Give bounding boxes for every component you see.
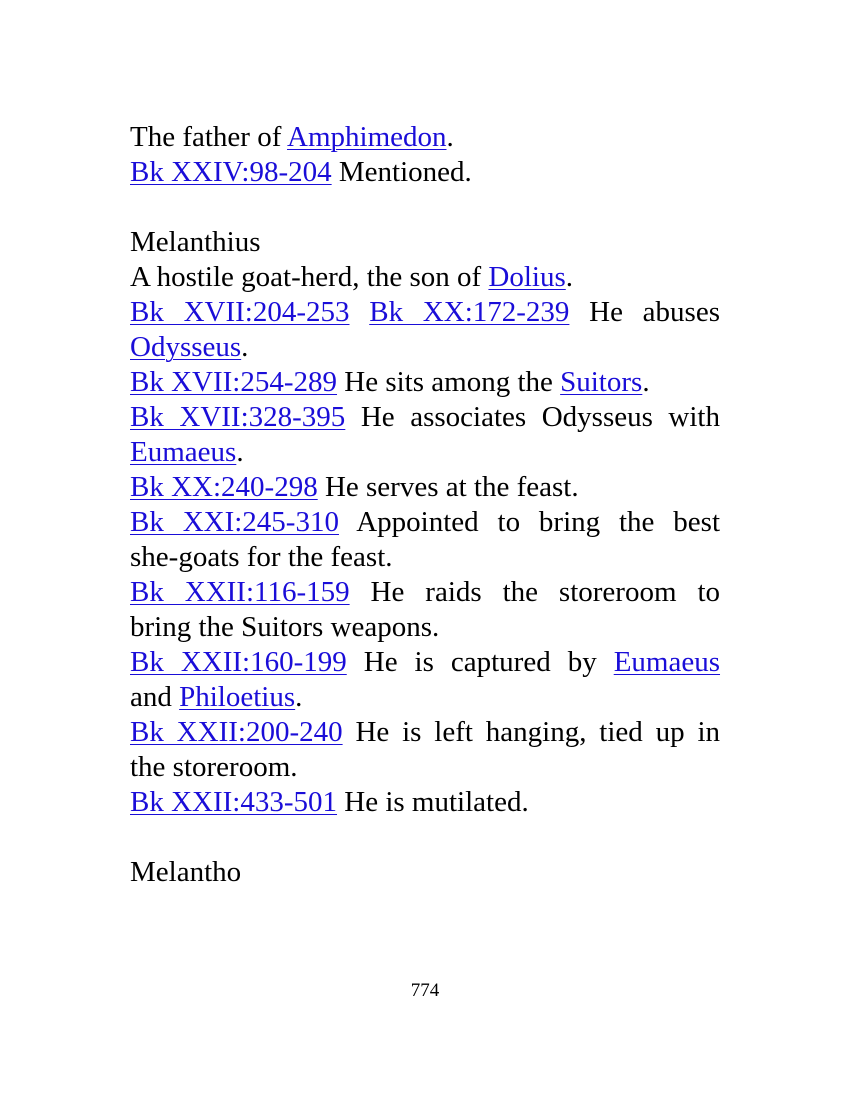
reference-continuation: bring the Suitors weapons.: [130, 611, 440, 643]
link-odysseus[interactable]: Odysseus: [130, 331, 242, 363]
intro-prefix: The father of: [130, 121, 288, 153]
entry-heading-melanthius: Melanthius: [130, 226, 261, 258]
reference-text: He is mutilated.: [337, 786, 529, 818]
reference-line: [130, 365, 720, 400]
reference-line: [130, 155, 720, 190]
reference-continuation: she-goats for the feast.: [130, 541, 393, 573]
reference-line: [130, 470, 720, 505]
link-bk-xvii-328-395[interactable]: Bk XVII:328-395: [130, 401, 346, 433]
reference-text: He raids the storeroom to: [370, 576, 721, 608]
reference-continuation: [130, 330, 720, 365]
entry-gap: [130, 190, 720, 225]
link-bk-xx-240-298[interactable]: Bk XX:240-298: [130, 471, 318, 503]
reference-continuation: [130, 680, 720, 715]
reference-text: He is captured by: [363, 646, 597, 678]
link-bk-xvii-204-253[interactable]: Bk XVII:204-253: [130, 296, 350, 328]
reference-line: [130, 400, 720, 435]
description-suffix: .: [565, 261, 574, 293]
link-bk-xvii-254-289[interactable]: Bk XVII:254-289: [130, 366, 338, 398]
entry-heading-melantho: Melantho: [130, 856, 242, 888]
link-bk-xxii-433-501[interactable]: Bk XXII:433-501: [130, 786, 338, 818]
description-prefix: A hostile goat-herd, the son of: [130, 261, 489, 293]
reference-text: He is left hanging, tied up in: [355, 716, 721, 748]
link-bk-xxii-116-159[interactable]: Bk XXII:116-159: [130, 576, 350, 608]
reference-suffix: .: [236, 436, 244, 468]
reference-suffix: .: [295, 681, 303, 713]
reference-text: Mentioned.: [331, 156, 472, 188]
link-suitors[interactable]: Suitors: [560, 366, 643, 398]
reference-text: Appointed to bring the best: [356, 506, 721, 538]
reference-line: [130, 645, 720, 680]
reference-line: [130, 505, 720, 540]
continuation-prefix: and: [130, 681, 180, 713]
link-bk-xxiv-98-204[interactable]: Bk XXIV:98-204: [130, 156, 332, 188]
page-number: 774: [410, 980, 440, 1001]
reference-line: [130, 295, 720, 330]
reference-line: [130, 785, 720, 820]
document-body: [130, 120, 720, 890]
intro-suffix: .: [446, 121, 454, 153]
reference-suffix: .: [241, 331, 249, 363]
link-bk-xxii-200-240[interactable]: Bk XXII:200-240: [130, 716, 343, 748]
reference-line: [130, 715, 720, 750]
link-philoetius[interactable]: Philoetius: [179, 681, 296, 713]
link-bk-xxii-160-199[interactable]: Bk XXII:160-199: [130, 646, 347, 678]
reference-continuation: the storeroom.: [130, 751, 298, 783]
link-amphimedon[interactable]: Amphimedon: [287, 121, 447, 153]
link-eumaeus[interactable]: Eumaeus: [130, 436, 237, 468]
reference-continuation: [130, 435, 720, 470]
link-bk-xxi-245-310[interactable]: Bk XXI:245-310: [130, 506, 339, 538]
reference-suffix: .: [642, 366, 650, 398]
reference-text: He associates Odysseus with: [360, 401, 720, 433]
reference-text: He sits among the: [337, 366, 561, 398]
amphimedon-father-intro: [130, 120, 720, 155]
reference-text: He abuses: [589, 296, 720, 328]
link-eumaeus[interactable]: Eumaeus: [613, 646, 721, 678]
melanthius-description: [130, 260, 720, 295]
link-bk-xx-172-239[interactable]: Bk XX:172-239: [369, 296, 570, 328]
reference-text: He serves at the feast.: [317, 471, 579, 503]
link-dolius[interactable]: Dolius: [488, 261, 566, 293]
reference-line: [130, 575, 720, 610]
entry-gap: [130, 820, 720, 855]
